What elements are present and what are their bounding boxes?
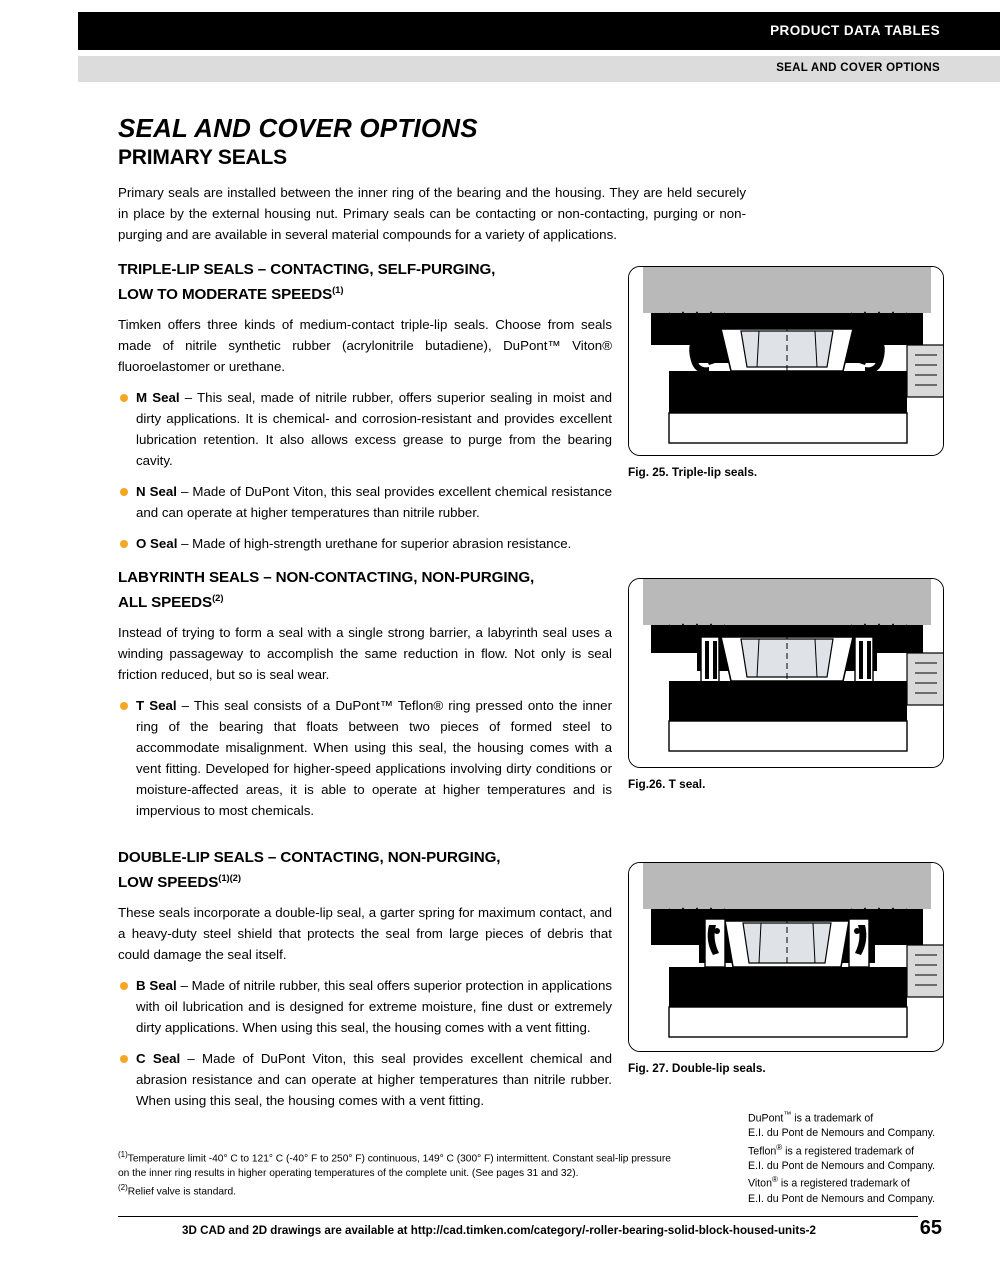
- section-body: These seals incorporate a double-lip seal, a garter spring for maximum contact, and a heavy-duty steel shield that protects the seal from large pieces of debris that could damage the seal itself.: [118, 905, 612, 963]
- footnote-2: $^{(2)}$Relief valve is standard.: [118, 1183, 236, 1198]
- bullet-term: C Seal: [136, 1051, 181, 1067]
- bullet-text: – Made of DuPont Viton, this seal provides excellent chemical resistance and can operate at higher temperatures than nitrile rubber.: [136, 484, 612, 521]
- bullet-term: N Seal: [136, 484, 177, 500]
- figure-triple-lip-seals: [628, 266, 944, 479]
- trademark-line-6: E.I. du Pont de Nemours and Company.: [748, 1192, 936, 1205]
- list-item: [118, 481, 612, 523]
- t-seal-diagram: [629, 579, 944, 768]
- bullet-text: – This seal, made of nitrile rubber, offers superior sealing in moist and dirty applications. It is chemical- and corrosion-resistant and provides excellent lubrication retention. It also allows excess grease to purge from the bearing cavity.: [136, 390, 613, 469]
- figure-caption: Fig. 25. Triple-lip seals.: [628, 465, 758, 479]
- figure-t-seal: [628, 578, 944, 791]
- bullet-text: – Made of high-strength urethane for superior abrasion resistance.: [177, 536, 572, 552]
- section-triple-lip: [118, 259, 612, 564]
- figure-frame: [628, 862, 944, 1052]
- page-title: SEAL AND COVER OPTIONS: [118, 113, 478, 143]
- section-heading-line2: LOW SPEEDS: [118, 874, 219, 892]
- section-heading-line1: TRIPLE-LIP SEALS – CONTACTING, SELF-PURGING,: [118, 261, 496, 278]
- section-heading-line1: DOUBLE-LIP SEALS – CONTACTING, NON-PURGING,: [118, 849, 501, 866]
- double-lip-seal-diagram: [629, 863, 944, 1052]
- list-item: [118, 695, 612, 821]
- trademark-line-4: E.I. du Pont de Nemours and Company.: [748, 1159, 936, 1172]
- trademark-line-5: Viton® is a registered trademark of: [748, 1175, 910, 1190]
- page-subtitle: PRIMARY SEALS: [118, 146, 287, 169]
- section-heading: [118, 259, 612, 305]
- bullet-list: [118, 387, 612, 554]
- section-body: Timken offers three kinds of medium-contact triple-lip seals. Choose from seals made of nitrile synthetic rubber (acrylonitrile butadiene), DuPont™ Viton® fluoroelastomer or urethane.: [118, 317, 612, 375]
- trademark-line-3: Teflon® is a registered trademark of: [748, 1142, 915, 1158]
- figure-caption: Fig. 27. Double-lip seals.: [628, 1061, 766, 1075]
- section-heading-footnote-marker: (2): [212, 593, 224, 604]
- bullet-term: T Seal: [136, 698, 177, 714]
- footer-text: 3D CAD and 2D drawings are available at http://cad.timken.com/category/-roller-bearing-solid-block-housed-units-2: [182, 1224, 816, 1237]
- section-heading: [118, 567, 612, 613]
- bullet-text: – Made of nitrile rubber, this seal offers superior protection in applications with oil lubrication and is designed for extreme moisture, fine dust or extremely dirty applications. When using this seal, the housing comes with a vent fitting.: [136, 978, 612, 1036]
- triple-lip-seal-diagram: [629, 267, 944, 456]
- figure-frame: [628, 266, 944, 456]
- section-heading-line1: LABYRINTH SEALS – NON-CONTACTING, NON-PURGING,: [118, 569, 535, 586]
- bullet-term: B Seal: [136, 978, 177, 994]
- trademark-line-2: E.I. du Pont de Nemours and Company.: [748, 1127, 936, 1140]
- section-heading-footnote-marker: (1): [332, 285, 344, 296]
- trademark-line-1: DuPont™ is a trademark of: [748, 1110, 874, 1125]
- bullet-text: – Made of DuPont Viton, this seal provides excellent chemical and abrasion resistance and can operate at higher temperatures than nitrile rubber. When using this seal, the housing comes with a vent fitting.: [136, 1051, 612, 1109]
- figure-caption: Fig.26. T seal.: [628, 777, 706, 791]
- bullet-term: M Seal: [136, 390, 180, 406]
- intro-paragraph: Primary seals are installed between the inner ring of the bearing and the housing. They are held securely in place by the external housing nut. Primary seals can be contacting or non-contacting, purging or non-purging and are available in several material compounds for a variety of applications.: [118, 185, 746, 242]
- bullet-list: [118, 975, 612, 1111]
- list-item: [118, 1048, 612, 1111]
- list-item: [118, 533, 612, 554]
- sub-header-title: SEAL AND COVER OPTIONS: [776, 62, 940, 74]
- footnotes: [118, 1148, 678, 1200]
- footer-divider: [118, 1216, 918, 1217]
- figure-double-lip-seals: [628, 862, 944, 1075]
- section-heading-line2: LOW TO MODERATE SPEEDS: [118, 286, 333, 304]
- bullet-text: – This seal consists of a DuPont™ Teflon® ring pressed onto the inner ring of the bearing that floats between two pieces of formed steel to accommodate misalignment. When using this seal, the housing comes with a vent fitting. Developed for higher-speed applications involving dirty conditions or moisture-affected areas, it is able to operate at higher temperatures and is impervious to most chemicals.: [136, 698, 613, 819]
- section-heading-line2: ALL SPEEDS: [118, 594, 213, 612]
- bullet-term: O Seal: [136, 536, 178, 552]
- figure-frame: [628, 578, 944, 768]
- list-item: [118, 975, 612, 1038]
- header-title: PRODUCT DATA TABLES: [770, 23, 940, 38]
- section-double-lip: [118, 847, 612, 1121]
- bullet-list: [118, 695, 612, 821]
- section-labyrinth: [118, 567, 612, 831]
- section-heading: [118, 847, 612, 893]
- list-item: [118, 387, 612, 471]
- section-heading-footnote-marker: (1)(2): [218, 873, 241, 884]
- section-body: Instead of trying to form a seal with a single strong barrier, a labyrinth seal uses a winding passageway to accomplish the same reduction in flow. Not only is seal friction reduced, but so is seal wear.: [118, 625, 612, 683]
- trademark-notice: [748, 1108, 978, 1206]
- footnote-1: $^{(1)}$Temperature limit -40° C to 121° C (-40° F to 250° F) continuous, 149° C (300° F) intermittent. Constant seal-lip pressure on the inner ring results in higher operating temperatures of the complete unit. (See pages 31 and 32).: [118, 1150, 671, 1179]
- page-number: 65: [919, 1217, 942, 1239]
